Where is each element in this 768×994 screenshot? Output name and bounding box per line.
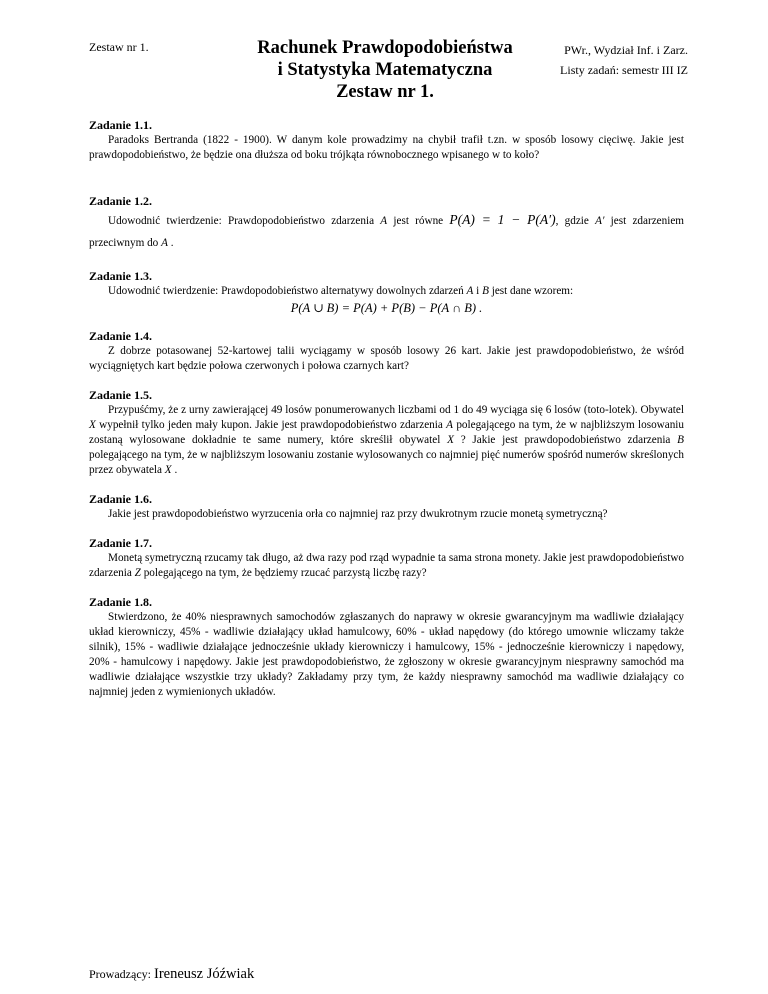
- document-title: [240, 37, 530, 103]
- task-title: Zadanie 1.6.: [89, 492, 153, 506]
- instructor-label: Prowadzący:: [89, 967, 151, 981]
- task-text: Przypuśćmy, że z urny zawierającej 49 losów ponumerowanych liczbami od 1 do 49 wyciąga się 6 losów (toto-lotek). Obywatel X wypełnił tylko jeden mały kupon. Jakie jest prawdopodobieństwo zdarzenia A polegającego na tym, że w najbliższym losowaniu zostaną wylosowane dokładnie te same numery, które skreślił obywatel X ? Jakie jest prawdopodobieństwo zdarzenia B polegającego na tym, że w najbliższym losowaniu zostanie wylosowanych co najmniej pięć numerów spośród numerów skreślonych przez obywatela X .: [89, 404, 685, 476]
- task-text: Jakie jest prawdopodobieństwo wyrzucenia orła co najmniej raz przy dwukrotnym rzucie monetą symetryczną?: [108, 508, 608, 520]
- complement-formula: P(A) = 1 − P(A′): [449, 212, 556, 227]
- task-1-7: [89, 536, 684, 581]
- task-text: Paradoks Bertranda (1822 - 1900). W danym kole prowadzimy na chybił trafił t.zn. w sposób losowy cięciwę. Jakie jest prawdopodobieństwo, że będzie ona dłuższa od boku trójkąta równobocznego wpisanego w to koło?: [89, 134, 684, 161]
- task-text: Stwierdzono, że 40% niesprawnych samochodów zgłaszanych do naprawy w okresie gwarancyjnym ma wadliwie działający układ kierowniczy, 45% - wadliwie działający układ hamulcowy, 60% - układ napędowy (do którego umownie wliczamy także silnik), 15% - wadliwie działające jednocześnie układy kierowniczy i hamulcowy, 15% - jednocześnie kierowniczy i napędowy, 20% - hamulcowy i napędowy. Jakie jest prawdopodobieństwo, że zgłoszony w okresie gwarancyjnym niesprawny samochód ma wadliwie działające wszystkie trzy układy? Zakładamy przy tym, że każdy niesprawny samochód ma wadliwie działający co najmniej jeden z wymienionych układów.: [89, 611, 684, 698]
- task-1-1: [89, 118, 684, 163]
- task-text: Udowodnić twierdzenie: Prawdopodobieństwo zdarzenia A jest równe P(A) = 1 − P(A′), gdzie A′ jest zdarzeniem przeciwnym do A .: [89, 212, 684, 249]
- footer-instructor: [89, 966, 254, 983]
- union-formula: P(A ∪ B) = P(A) + P(B) − P(A ∩ B) .: [290, 301, 483, 315]
- task-1-5: [89, 388, 684, 478]
- task-title: Zadanie 1.2.: [89, 194, 153, 208]
- task-1-3: [89, 269, 684, 316]
- title-line-2: i Statystyka Matematyczna: [277, 60, 493, 80]
- task-title: Zadanie 1.1.: [89, 118, 153, 132]
- instructor-name: Ireneusz Jóźwiak: [153, 966, 255, 982]
- semester-line: Listy zadań: semestr III IZ: [560, 63, 688, 77]
- task-1-4: [89, 329, 684, 374]
- title-line-3: Zestaw nr 1.: [336, 82, 434, 102]
- task-text: Z dobrze potasowanej 52-kartowej talii wyciągamy w sposób losowy 26 kart. Jakie jest prawdopodobieństwo, że wśród wyciągniętych kart będzie połowa czerwonych i połowa czarnych kart?: [89, 345, 684, 372]
- institution-line: PWr., Wydział Inf. i Zarz.: [564, 43, 688, 57]
- task-title: Zadanie 1.5.: [89, 388, 153, 402]
- task-text: Monetą symetryczną rzucamy tak długo, aż dwa razy pod rząd wypadnie ta sama strona monety. Jakie jest prawdopodobieństwo zdarzenia Z polegającego na tym, że będziemy rzucać parzystą liczbę razy?: [89, 552, 684, 579]
- header-set-label: Zestaw nr 1.: [89, 40, 149, 54]
- title-line-1: Rachunek Prawdopodobieństwa: [257, 38, 513, 58]
- task-text: Udowodnić twierdzenie: Prawdopodobieństwo alternatywy dowolnych zdarzeń A i B jest dane wzorem:: [108, 285, 574, 297]
- task-list: [89, 118, 684, 700]
- task-title: Zadanie 1.4.: [89, 329, 153, 343]
- task-title: Zadanie 1.7.: [89, 536, 153, 550]
- task-title: Zadanie 1.8.: [89, 595, 153, 609]
- header-institution: [528, 40, 688, 80]
- task-title: Zadanie 1.3.: [89, 269, 153, 283]
- task-1-8: [89, 595, 684, 700]
- task-1-2: [89, 194, 684, 254]
- task-1-6: [89, 492, 684, 522]
